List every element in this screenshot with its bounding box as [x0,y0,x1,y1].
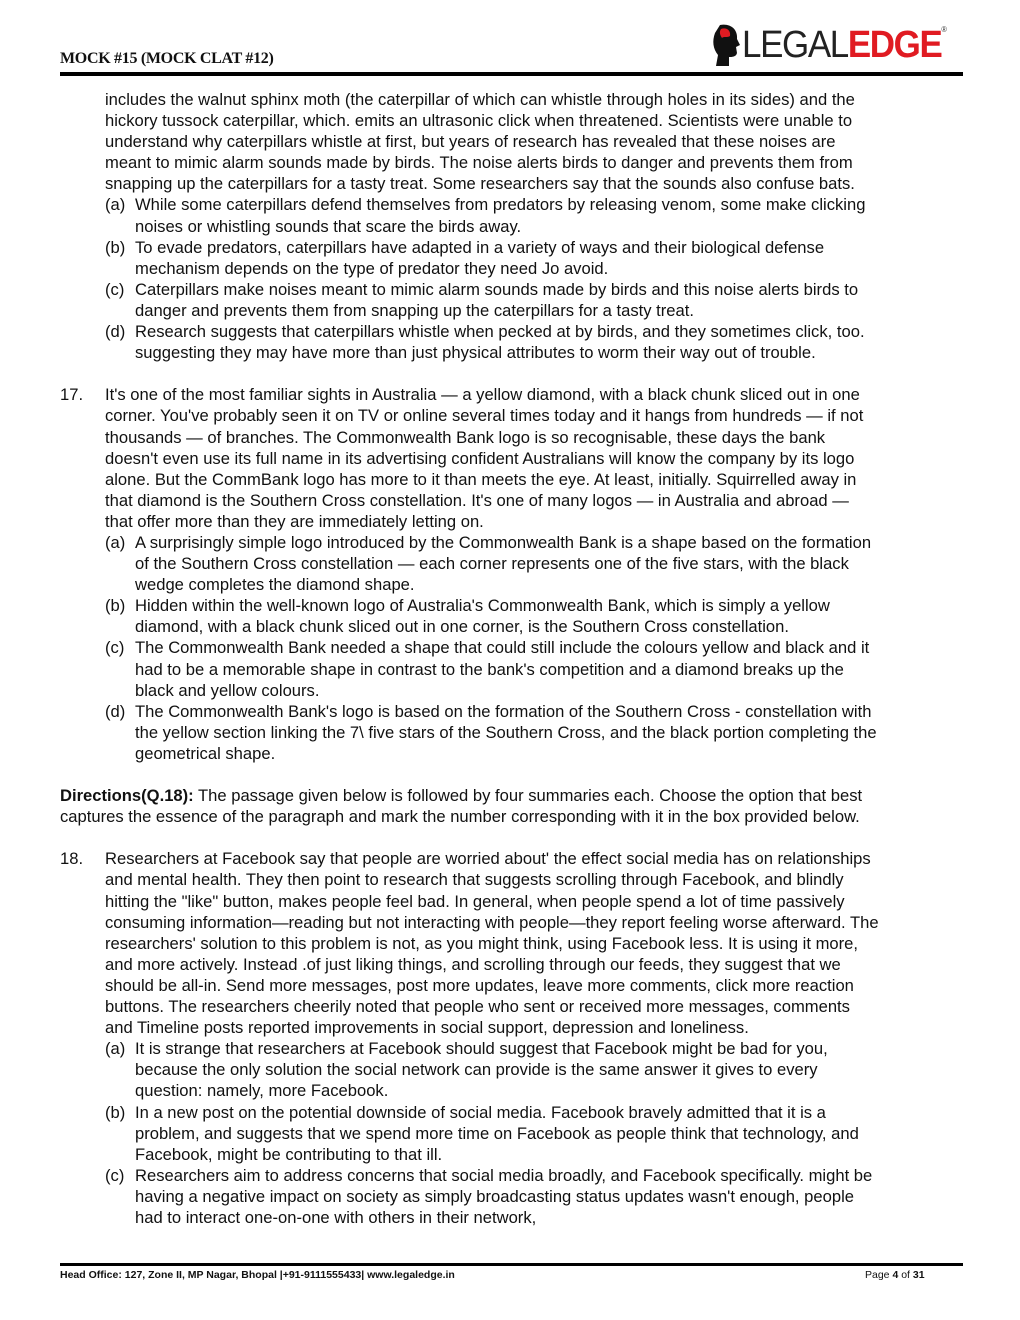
text-line [0,405,1020,426]
option-text: Caterpillars make noises meant to mimic alarm sounds made by birds and this noise alerts birds to [135,279,859,299]
passage-text: includes the walnut sphinx moth (the caterpillar of which can whistle through holes in its sides) and the [105,90,855,109]
option-text: had to interact one-on-one with others in their network, [135,1207,537,1227]
text-line [0,532,1020,553]
option-label: (a) [105,532,126,552]
passage-text: buttons. The researchers cheerily noted that people who sent or received more messages, comments [105,997,850,1017]
registered-mark: ® [941,25,946,34]
document-body [0,89,1020,1228]
page-prefix: Page [865,1269,893,1281]
text-line [0,89,1020,110]
option-text: It is strange that researchers at Facebook should suggest that Facebook might be bad for you, [135,1039,828,1059]
option-label: (d) [105,701,126,721]
text-line [0,933,1020,954]
text-line [0,448,1020,469]
option-text: black and yellow colours. [135,680,320,700]
question-number: 17. [60,385,84,405]
document-title: MOCK #15 (MOCK CLAT #12) [60,50,274,67]
footer-divider [60,1263,963,1266]
option-label: (c) [105,279,125,299]
option-text: wedge completes the diamond shape. [135,575,415,595]
text-line [0,300,1020,321]
text-line [0,595,1020,616]
option-label: (b) [105,237,126,257]
option-text: diamond, with a black chunk sliced out in one corner, is the Southern Cross constellation. [135,617,789,637]
passage-text: corner. You've probably seen it on TV or online several times today and it hangs from hundreds — if not [105,406,864,426]
passage-text: consuming information—reading but not interacting with people—they report feeling worse afterward. The [105,912,879,932]
passage-text: captures the essence of the paragraph and mark the number corresponding with it in the box provided below. [60,807,860,827]
text-line [0,342,1020,363]
text-line [0,616,1020,637]
passage-text: Researchers at Facebook say that people are worried about' the effect social media has on relationships [105,849,871,869]
question-number: 18. [60,849,84,869]
option-text: had to be a memorable shape in contrast to the bank's competition and a diamond breaks up the [135,659,844,679]
option-text: the yellow section linking the 7\ five stars of the Southern Cross, and the black portion completing the [135,722,877,742]
option-text: In a new post on the potential downside of social media. Facebook bravely admitted that it is a [135,1102,826,1122]
passage-text: and Timeline posts reported improvements in social support, depression and loneliness. [105,1018,749,1038]
text-line [0,1144,1020,1165]
passage-text: thousands — of branches. The Commonwealth Bank logo is so recognisable, these days the bank [105,427,826,447]
header-divider [60,72,963,76]
text-line [0,722,1020,743]
option-text: The Commonwealth Bank needed a shape that could still include the colours yellow and black and it [135,638,870,658]
option-text: question: namely, more Facebook. [135,1081,389,1101]
footer-address: Head Office: 127, Zone II, MP Nagar, Bhopal |+91-9111555433| www.legaledge.in [60,1269,455,1281]
page-number [865,1269,925,1281]
logo-text-legal: LEGAL [742,24,848,66]
passage-text: hitting the "like" button, makes people feel bad. In general, when people spend a lot of time passively [105,891,845,911]
text-line [0,1207,1020,1228]
blank-line [0,764,1020,785]
directions-label: Directions(Q.18): [60,786,194,806]
page-current: 4 [892,1269,899,1281]
text-line [0,279,1020,300]
text-line [0,912,1020,933]
text-line [0,110,1020,131]
directions-line [60,785,862,806]
text-line [0,954,1020,975]
text-line [0,152,1020,173]
option-text: problem, and suggests that we spend more time on Facebook as people think that technology, and [135,1123,859,1143]
text-line [0,469,1020,490]
passage-text: that diamond is the Southern Cross constellation. It's one of many logos — in Australia and abroad — [105,490,849,510]
blank-line [0,827,1020,848]
option-label: (a) [105,195,126,215]
passage-text: meant to mimic alarm sounds made by birds. The noise alerts birds to danger and prevents them from [105,153,853,173]
text-line [0,258,1020,279]
option-text: Hidden within the well-known logo of Australia's Commonwealth Bank, which is simply a yellow [135,596,830,616]
passage-text: and mental health. They then point to research that suggests scrolling through Facebook, and blindly [105,870,844,890]
option-label: (a) [105,1039,126,1059]
text-line [0,1102,1020,1123]
option-text: geometrical shape. [135,743,276,763]
option-text: Researchers aim to address concerns that social media broadly, and Facebook specifically. might be [135,1165,873,1185]
text-line [0,237,1020,258]
text-line [0,1038,1020,1059]
option-label: (c) [105,1165,125,1185]
text-line [0,194,1020,215]
passage-text: snapping up the caterpillars for a tasty treat. Some researchers say that the sounds also confuse bats. [105,174,855,194]
option-text: noises or whistling sounds that scare the birds away. [135,216,522,236]
text-line [0,1059,1020,1080]
text-line [0,511,1020,532]
text-line [0,321,1020,342]
option-text: mechanism depends on the type of predator they need Jo avoid. [135,258,609,278]
logo-text-edge: EDGE [847,24,942,66]
blank-line [0,363,1020,384]
text-line [0,806,1020,827]
passage-text: should be all-in. Send more messages, post more updates, leave more comments, click more reaction [105,975,854,995]
passage-text: alone. But the CommBank logo has more to it than meets the eye. At least, initially. Squirrelled away in [105,469,857,489]
text-line [0,216,1020,237]
text-line [0,1017,1020,1038]
option-text: having a negative impact on society as simply broadcasting status updates wasn't enough, people [135,1186,854,1206]
passage-text: hickory tussock caterpillar, which. emits an ultrasonic click when threatened. Scientists were unable to [105,111,853,131]
option-label: (b) [105,596,126,616]
text-line [0,785,1020,806]
text-line [0,869,1020,890]
option-text: Facebook, might be contributing to that ill. [135,1144,443,1164]
option-label: (d) [105,322,126,342]
text-line [0,1186,1020,1207]
page-of: of [898,1269,913,1281]
directions-text: The passage given below is followed by four summaries each. Choose the option that best [193,786,863,806]
option-text: danger and prevents them from snapping up the caterpillars for a tasty treat. [135,300,694,320]
text-line [0,574,1020,595]
text-line [0,173,1020,194]
option-label: (c) [105,638,125,658]
text-line [0,553,1020,574]
text-line [0,996,1020,1017]
option-text: because the only solution the social network can provide is the same answer it gives to every [135,1060,818,1080]
passage-text: and more actively. Instead .of just liking things, and scrolling through our feeds, they suggest that we [105,954,841,974]
text-line [0,848,1020,869]
legaledge-logo [712,22,963,68]
option-label: (b) [105,1102,126,1122]
passage-text: researchers' solution to this problem is not, as you might think, using Facebook less. It is using it more, [105,933,858,953]
option-text: To evade predators, caterpillars have adapted in a variety of ways and their biological defense [135,237,825,257]
option-text: A surprisingly simple logo introduced by the Commonwealth Bank is a shape based on the formation [135,532,872,552]
option-text: While some caterpillars defend themselves from predators by releasing venom, some make clicking [135,195,866,215]
text-line [0,384,1020,405]
text-line [0,1123,1020,1144]
text-line [0,680,1020,701]
text-line [0,1165,1020,1186]
option-text: of the Southern Cross constellation — each corner represents one of the five stars, with the black [135,554,849,574]
page-total: 31 [912,1269,925,1281]
option-text: Research suggests that caterpillars whistle when pecked at by birds, and they sometimes click, too. [135,322,865,342]
passage-text: that offer more than they are immediately letting on. [105,511,484,531]
text-line [0,131,1020,152]
option-text: suggesting they may have more than just physical attributes to worm their way out of trouble. [135,343,816,363]
head-silhouette-icon [712,23,742,67]
passage-text: It's one of the most familiar sights in Australia — a yellow diamond, with a black chunk sliced out in one [105,385,860,405]
text-line [0,701,1020,722]
text-line [0,975,1020,996]
text-line [0,490,1020,511]
text-line [0,891,1020,912]
passage-text: understand why caterpillars whistle at first, but years of research has revealed that these noises are [105,132,836,152]
text-line [0,743,1020,764]
option-text: The Commonwealth Bank's logo is based on the formation of the Southern Cross - constellation with [135,701,872,721]
passage-text: doesn't even use its full name in its advertising confident Australians will know the company by its logo [105,448,855,468]
text-line [0,427,1020,448]
text-line [0,659,1020,680]
text-line [0,637,1020,658]
text-line [0,1080,1020,1101]
